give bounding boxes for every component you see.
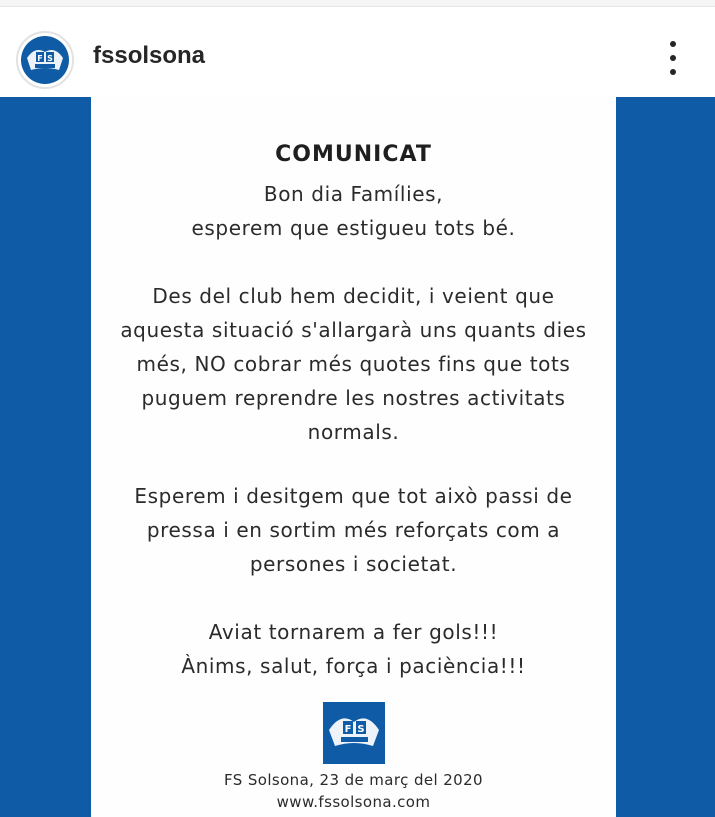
post-header — [0, 7, 715, 97]
more-vertical-icon-dot — [670, 69, 676, 75]
text-line: esperem que estigueu tots bé. — [191, 216, 516, 240]
paragraph-closing — [91, 615, 616, 683]
text-line: pressa i en sortim més reforçats com a — [146, 518, 561, 542]
post-image[interactable] — [0, 97, 715, 817]
signature-block — [91, 769, 616, 813]
text-line: més, NO cobrar més quotes fins que tots — [136, 352, 571, 376]
club-logo-avatar — [21, 36, 69, 84]
top-divider — [0, 0, 715, 7]
text-line: persones i societat. — [249, 552, 458, 576]
text-line: Aviat tornarem a fer gols!!! — [208, 620, 499, 644]
svg-text:F: F — [344, 724, 352, 735]
svg-text:F: F — [37, 54, 43, 63]
club-logo-icon — [21, 36, 69, 84]
paragraph-wishes — [91, 479, 616, 581]
paragraph-decision — [91, 279, 616, 449]
club-crest-icon — [323, 702, 385, 764]
greeting-paragraph — [91, 177, 616, 245]
more-vertical-icon-dot — [670, 55, 676, 61]
profile-avatar[interactable] — [16, 31, 74, 89]
signature-line: FS Solsona, 23 de març del 2020 — [223, 771, 484, 789]
svg-text:S: S — [357, 724, 365, 735]
username[interactable]: fssolsona — [93, 42, 206, 69]
announcement-title: COMUNICAT — [275, 142, 432, 167]
announcement-card — [91, 97, 616, 817]
more-options-button[interactable] — [655, 37, 691, 83]
club-logo — [323, 702, 385, 764]
text-line: Esperem i desitgem que tot això passi de — [134, 484, 573, 508]
text-line: puguem reprendre les nostres activitats — [141, 386, 566, 410]
text-line: normals. — [307, 420, 400, 444]
text-line: Bon dia Famílies, — [263, 182, 444, 206]
text-line: Ànims, salut, força i paciència!!! — [181, 654, 526, 678]
text-line: Des del club hem decidit, i veient que — [152, 284, 555, 308]
more-vertical-icon — [670, 41, 676, 47]
text-line: aquesta situació s'allargarà uns quants dies — [120, 318, 587, 342]
svg-text:S: S — [47, 54, 53, 63]
website-line: www.fssolsona.com — [276, 793, 431, 811]
